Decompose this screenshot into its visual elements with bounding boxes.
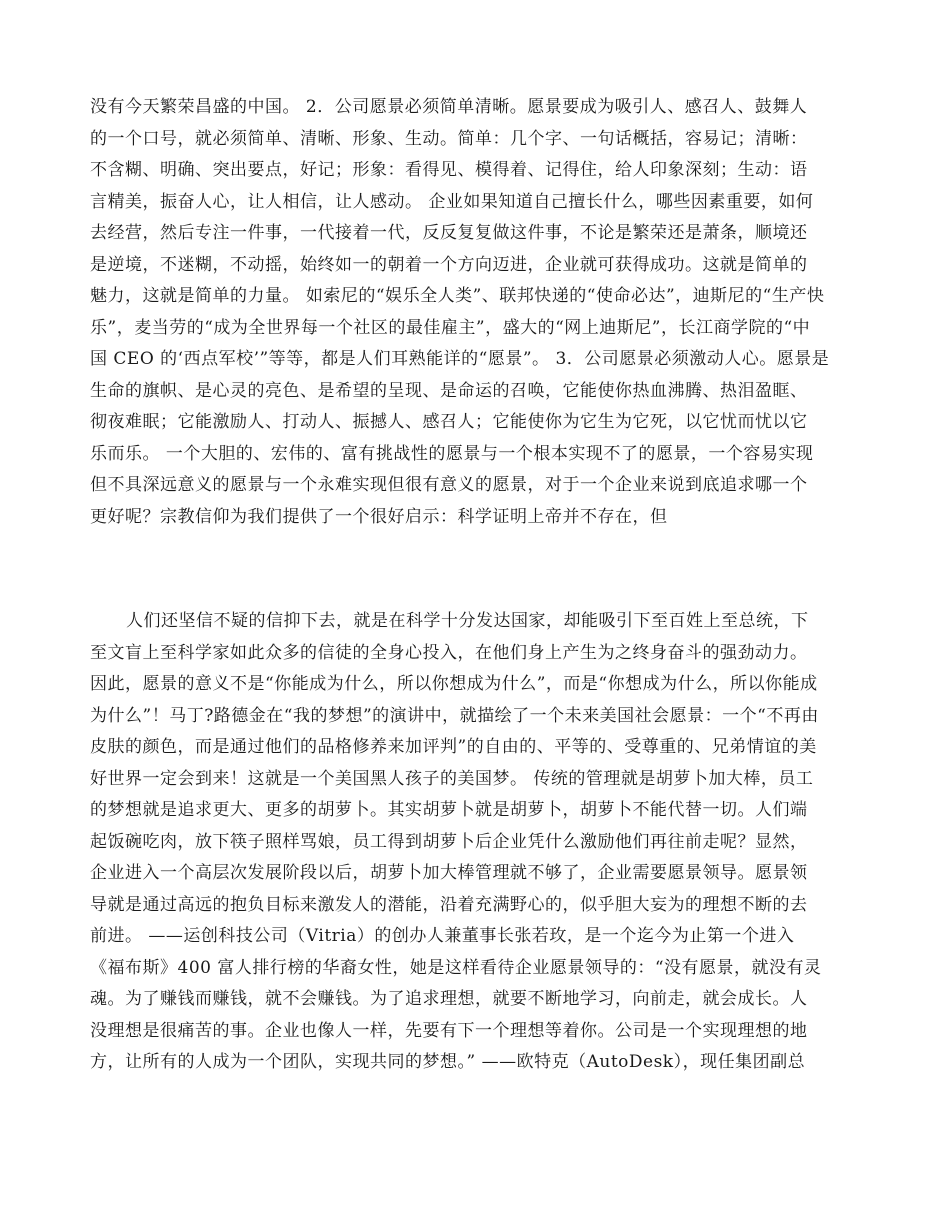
text-line: 是逆境，不迷糊，不动摇，始终如一的朝着一个方向迈进，企业就可获得成功。这就是简单的	[90, 254, 808, 275]
text-line: 《福布斯》400 富人排行榜的华裔女性，她是这样看待企业愿景领导的：“没有愿景，就没有灵	[90, 957, 822, 978]
text-line: 国 CEO 的‘西点军校’”等等，都是人们耳熟能详的“愿景”。 3．公司愿景必须激动人心。愿景是	[90, 349, 830, 369]
paragraph-1	[90, 92, 861, 533]
text-line: 的一个口号，就必须简单、清晰、形象、生动。简单：几个字、一句话概括，容易记；清晰：	[90, 128, 808, 149]
text-line: 前进。 ——运创科技公司（Vitria）的创办人兼董事长张若玫，是一个迄今为止第一个进入	[90, 926, 795, 946]
text-line: 但不具深远意义的愿景与一个永难实现但很有意义的愿景，对于一个企业来说到底追求哪一个	[90, 475, 808, 495]
text-line: 乐”，麦当劳的“成为全世界每一个社区的最佳雇主”，盛大的“网上迪斯尼”，长江商学院的“中	[90, 317, 811, 338]
text-line: 企业进入一个高层次发展阶段以后，胡萝卜加大棒管理就不够了，企业需要愿景领导。愿景领	[90, 863, 808, 883]
text-line: 乐而乐。 一个大胆的、宏伟的、富有挑战性的愿景与一个根本实现不了的愿景，一个容易实现	[90, 443, 814, 464]
text-line: 的梦想就是追求更大、更多的胡萝卜。其实胡萝卜就是胡萝卜，胡萝卜不能代替一切。人们端	[90, 800, 808, 820]
text-line: 没有今天繁荣昌盛的中国。 2．公司愿景必须简单清晰。愿景要成为吸引人、感召人、鼓舞人	[90, 97, 808, 117]
text-line: 好世界一定会到来！这就是一个美国黑人孩子的美国梦。 传统的管理就是胡萝卜加大棒，员工	[90, 768, 814, 789]
text-line: 彻夜难眠；它能激励人、打动人、振撼人、感召人；它能使你为它生为它死，以它忧而忧以它	[90, 412, 808, 432]
text-line: 魂。为了赚钱而赚钱，就不会赚钱。为了追求理想，就要不断地学习，向前走，就会成长。人	[90, 989, 808, 1009]
text-line: 因此，愿景的意义不是“你能成为什么，所以你想成为什么”，而是“你想成为什么，所以你能成	[90, 674, 818, 694]
text-line: 更好呢？宗教信仰为我们提供了一个很好启示：科学证明上帝并不存在，但	[90, 506, 668, 527]
text-line: 不含糊、明确、突出要点，好记；形象：看得见、模得着、记得住，给人印象深刻；生动：语	[90, 160, 808, 180]
text-line: 导就是通过高远的抱负目标来激发人的潜能，沿着充满野心的，似乎胆大妄为的理想不断的去	[90, 894, 808, 915]
text-line: 方，让所有的人成为一个团队，实现共同的梦想。” ——欧特克（AutoDesk），现任集团副总	[90, 1052, 806, 1072]
text-line: 皮肤的颜色，而是通过他们的品格修养来加评判”的自由的、平等的、受尊重的、兄弟情谊的美	[90, 737, 817, 757]
text-line: 为什么”！马丁?路德金在“我的梦想”的演讲中，就描绘了一个未来美国社会愿景：一个“不再由	[90, 705, 819, 726]
paragraph-2	[90, 606, 861, 1079]
text-line: 言精美，振奋人心，让人相信，让人感动。 企业如果知道自己擅长什么，哪些因素重要，如何	[90, 191, 814, 212]
text-line: 人们还坚信不疑的信抑下去，就是在科学十分发达国家，却能吸引下至百姓上至总统，下	[126, 611, 809, 631]
text-line: 魅力，这就是简单的力量。 如索尼的“娱乐全人类”、联邦快递的“使命必达”，迪斯尼的“生产快	[90, 286, 825, 306]
text-line: 生命的旗帜、是心灵的亮色、是希望的呈现、是命运的召唤，它能使你热血沸腾、热泪盈眶、	[90, 380, 808, 401]
text-line: 去经营，然后专注一件事，一代接着一代，反反复复做这件事，不论是繁荣还是萧条，顺境还	[90, 223, 808, 243]
text-line: 至文盲上至科学家如此众多的信徒的全身心投入，在他们身上产生为之终身奋斗的强劲动力。	[90, 642, 808, 663]
text-line: 起饭碗吃肉，放下筷子照样骂娘，员工得到胡萝卜后企业凭什么激励他们再往前走呢？显然，	[90, 831, 808, 852]
text-line: 没理想是很痛苦的事。企业也像人一样，先要有下一个理想等着你。公司是一个实现理想的地	[90, 1020, 808, 1041]
